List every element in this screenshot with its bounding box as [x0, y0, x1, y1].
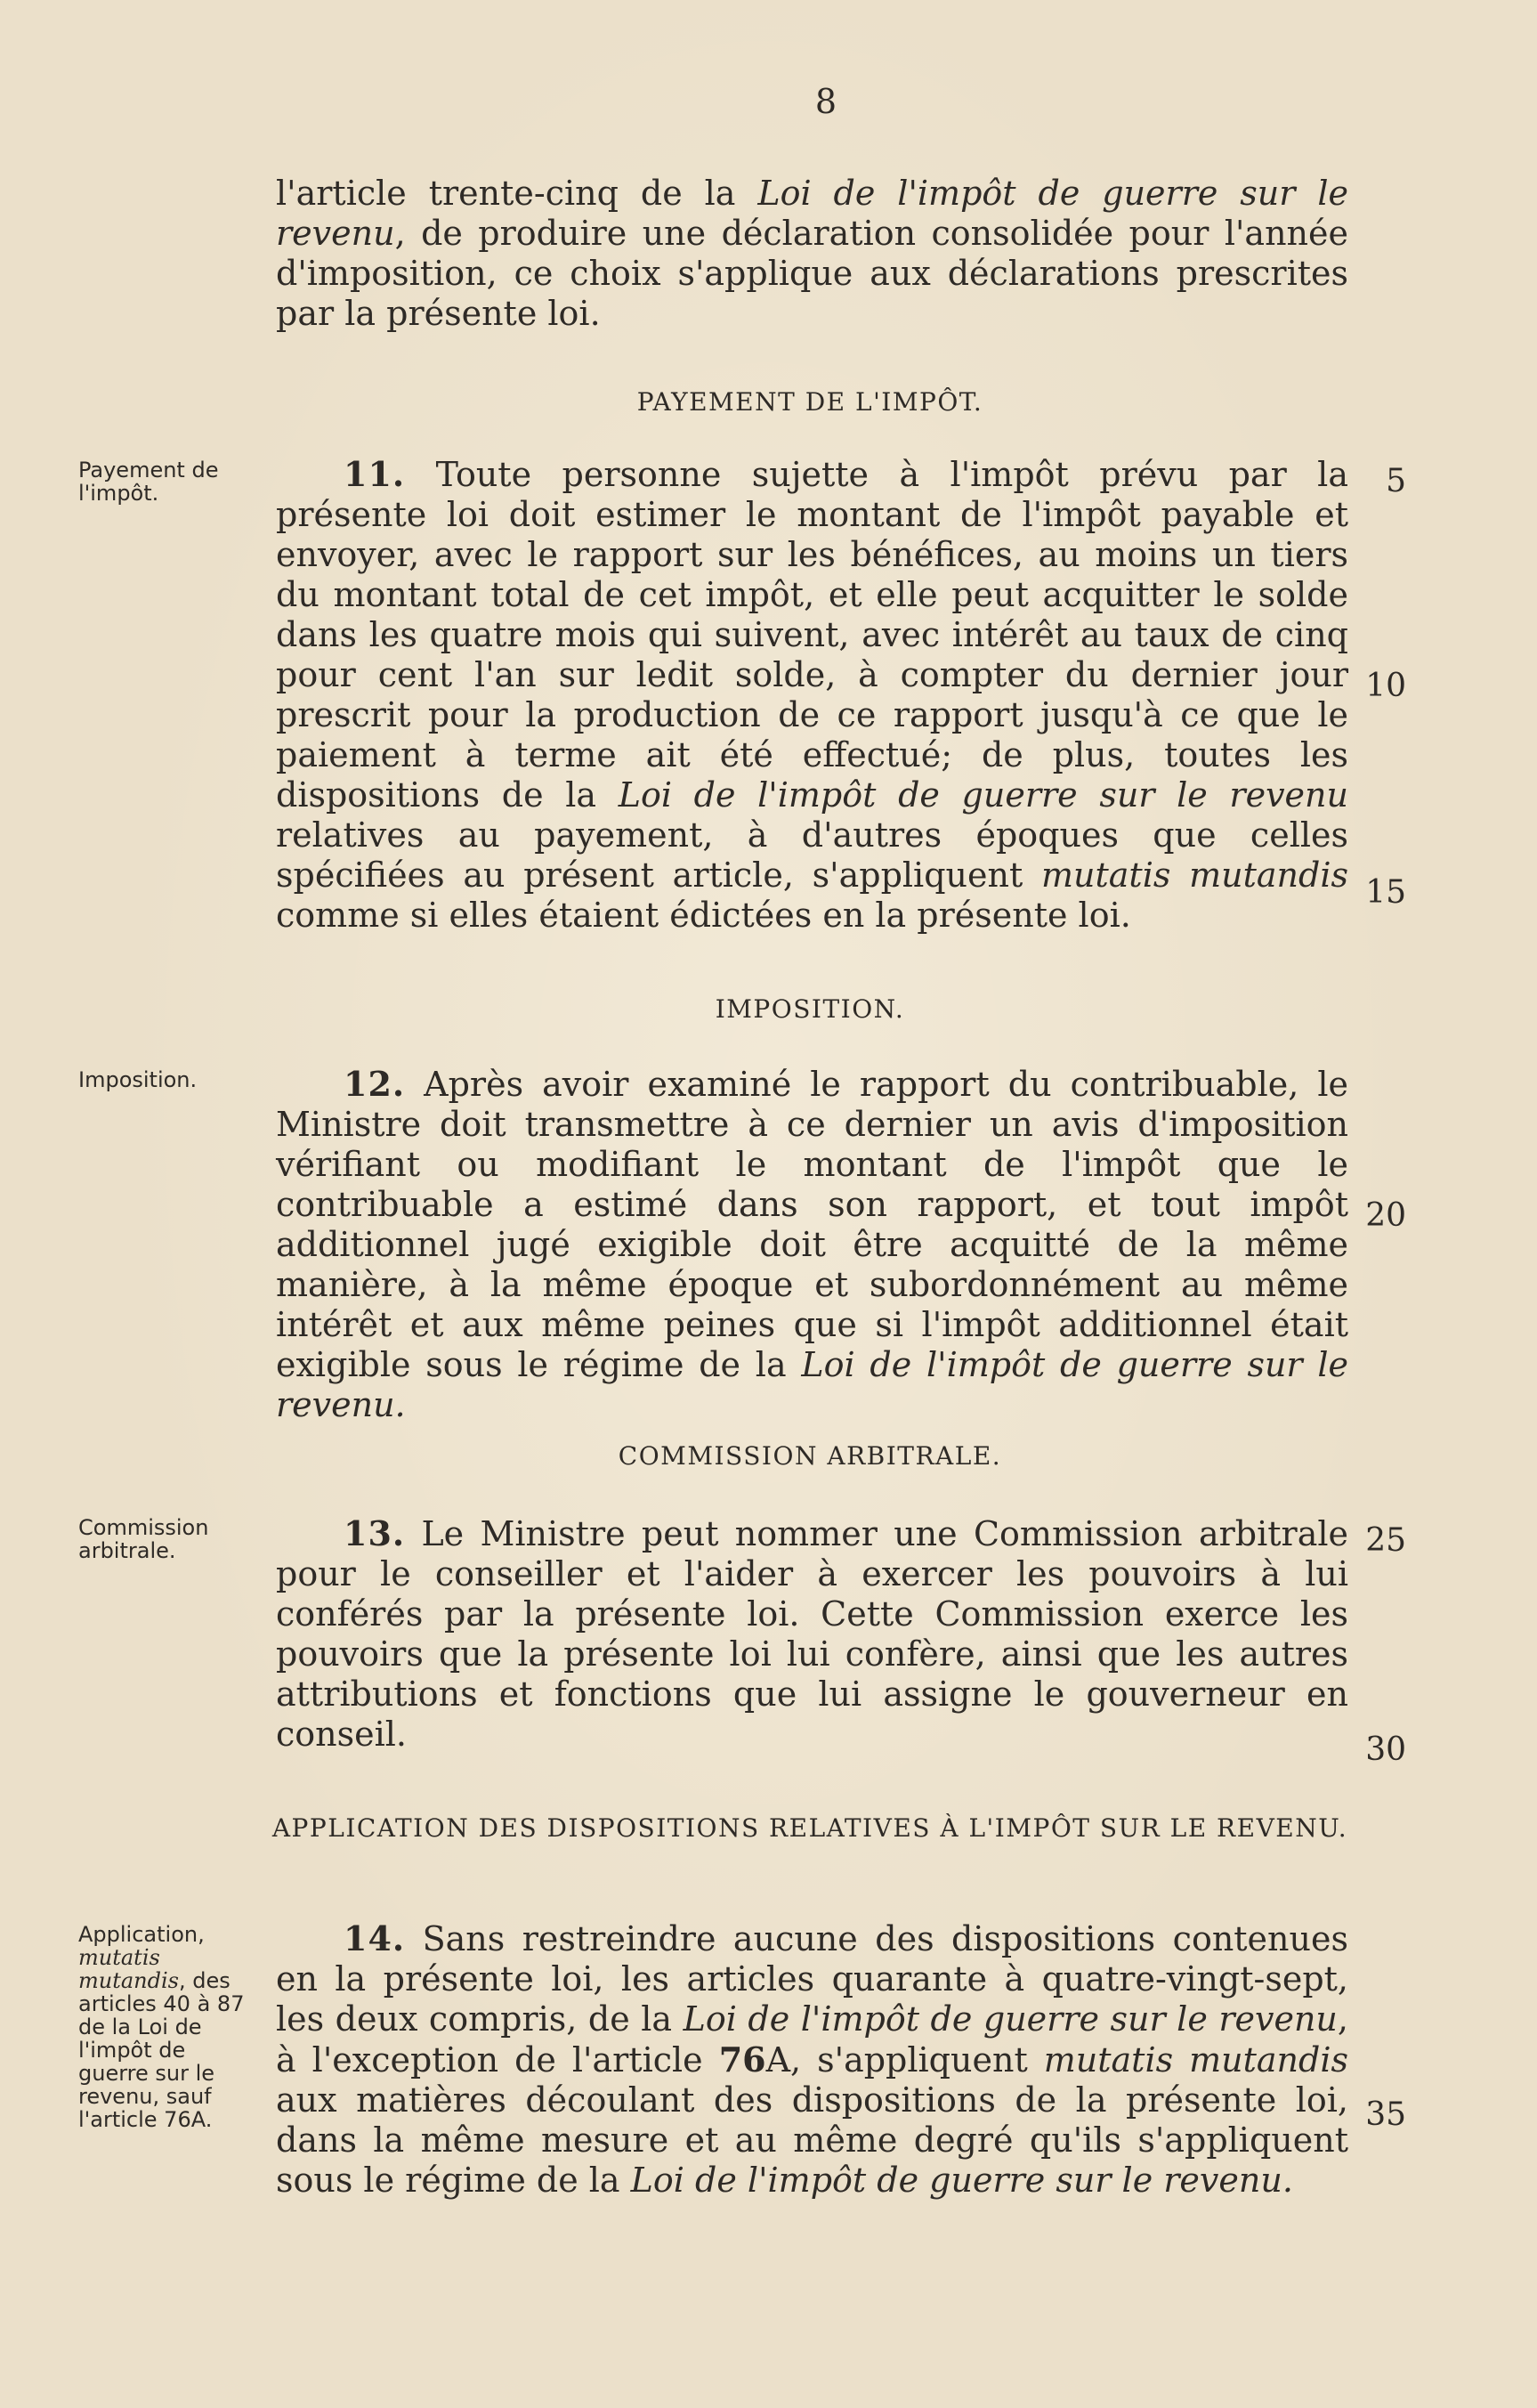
section-heading-payement: PAYEMENT DE L'IMPÔT.: [636, 387, 983, 417]
section-heading-imposition: IMPOSITION.: [715, 994, 905, 1024]
section-heading-commission: COMMISSION ARBITRALE.: [618, 1441, 1002, 1471]
article-text: Sans restreindre aucune des dispositions contenues en la présente loi, les articles quarante à quatre-vingt-sept, les deux compris, de la: [276, 1919, 1348, 2039]
law-title: Loi de l'impôt de guerre sur le revenu: [683, 1999, 1338, 2039]
section-heading-application: APPLICATION DES DISPOSITIONS RELATIVES À L'IMPÔT SUR LE REVENU.: [271, 1813, 1348, 1843]
article-number: 13.: [344, 1513, 406, 1553]
law-title: Loi de l'impôt de guerre sur le revenu.: [630, 2161, 1293, 2200]
law-title: Loi de l'impôt de guerre sur le revenu: [618, 775, 1348, 815]
article-text: , à l'exception de l'article: [276, 1999, 1349, 2080]
line-number: 20: [1365, 1197, 1406, 1234]
article-11: [276, 454, 1348, 936]
line-number: 5: [1386, 463, 1406, 499]
article-number: 14.: [344, 1918, 406, 1958]
law-title: Loi de l'impôt de guerre sur le revenu: [276, 174, 1349, 253]
article-text: Après avoir examiné le rapport du contribuable, le Ministre doit transmettre à ce dernier un avis d'imposition vérifiant ou modifiant le montant de l'impôt que le contribuable a estimé dans son rapport, et tout impôt additionnel jugé exigible doit être acquitté de la même manière, à la même époque et subordonnément au même intérêt et aux même peines que si l'impôt additionnel était exigible sous le régime de la: [276, 1065, 1348, 1384]
margin-note-imposition: Imposition.: [78, 1067, 198, 1092]
article-13: [276, 1513, 1348, 1755]
article-text: Le Ministre peut nommer une Commission arbitrale pour le conseiller et l'aider à exercer les pouvoirs à lui conférés par la présente loi. Cette Commission exerce les pouvoirs que la présente loi lui confère, ainsi que les autres attributions et fonctions que lui assigne le gouverneur en conseil.: [276, 1514, 1348, 1754]
article-number: 12.: [344, 1064, 406, 1104]
line-number: 10: [1365, 668, 1406, 704]
margin-note-payement: Payement de l'impôt.: [78, 458, 219, 506]
continuation-text-start: l'article trente-cinq de la: [276, 174, 758, 213]
article-text: Toute personne sujette à l'impôt prévu par la présente loi doit estimer le montant de l'impôt payable et envoyer, avec le rapport sur les bénéfices, au moins un tiers du montant total de cet impôt, et elle peut acquitter le solde dans les quatre mois qui suivent, avec intérêt au taux de cinq pour cent l'an sur ledit solde, à compter du dernier jour prescrit pour la production de ce rapport jusqu'à ce que le paiement à terme ait été effectué; de plus, toutes les dispositions de la: [276, 455, 1348, 815]
margin-note-commission: Commission arbitrale.: [78, 1515, 209, 1563]
margin-note-application: Application, mutatis mutandis, des articles 40 à 87 de la Loi de l'impôt de guerre sur le revenu, sauf l'article 76A.: [78, 1922, 245, 2132]
article-text: relatives au payement, à d'autres époques que celles spécifiées au présent article, s'appliquent: [276, 815, 1348, 895]
article-reference-suffix: A: [765, 2040, 791, 2080]
article-14: [276, 1918, 1348, 2201]
line-number: 15: [1365, 874, 1406, 911]
article-reference: 76: [718, 2039, 766, 2080]
article-text: aux matières découlant des dispositions de la présente loi, dans la même mesure et au même degré qu'ils s'appliquent sous le régime de la: [276, 2080, 1348, 2200]
article-number: 11.: [344, 454, 406, 494]
latin-phrase: mutatis mutandis: [1041, 855, 1348, 895]
continuation-paragraph: [276, 174, 1348, 334]
article-text: comme si elles étaient édictées en la présente loi.: [276, 896, 1131, 935]
line-number: 35: [1365, 2096, 1406, 2133]
article-12: [276, 1064, 1348, 1425]
page-number: 8: [814, 82, 837, 121]
article-text: , s'appliquent: [790, 2040, 1044, 2080]
continuation-text-end: , de produire une déclaration consolidée pour l'année d'imposition, ce choix s'applique aux déclarations prescrites par la présente loi.: [276, 214, 1348, 333]
line-number: 25: [1365, 1522, 1406, 1559]
line-number: 30: [1365, 1731, 1406, 1768]
law-title: Loi de l'impôt de guerre sur le revenu.: [276, 1345, 1348, 1424]
latin-phrase: mutatis mutandis: [1043, 2040, 1348, 2080]
